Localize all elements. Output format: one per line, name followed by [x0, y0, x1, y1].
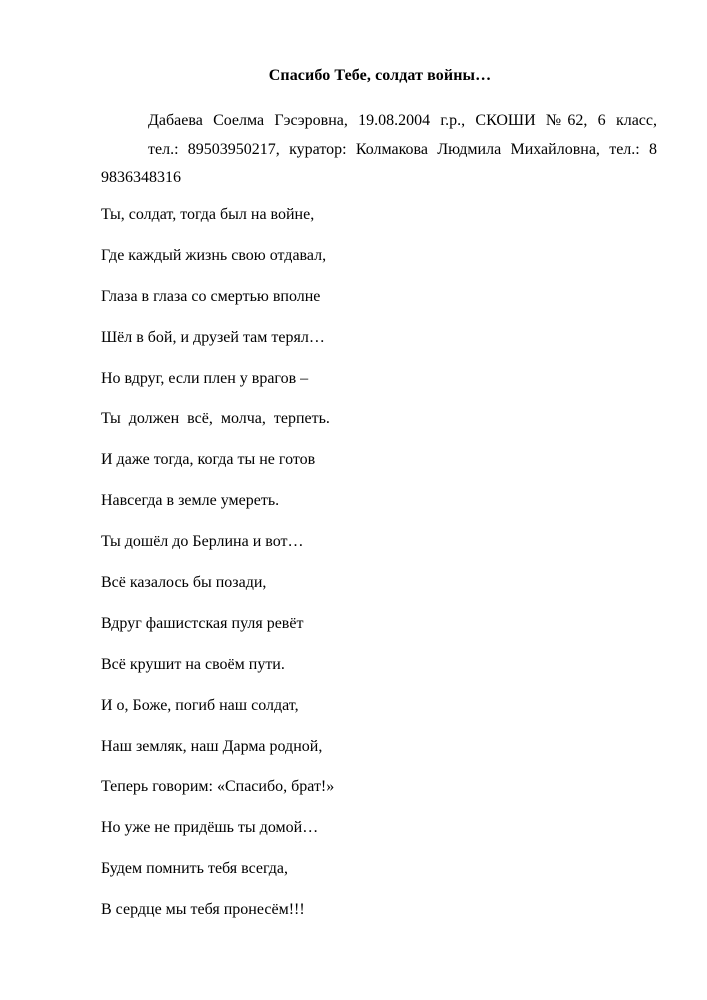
author-info-line-3: 9836348316	[101, 169, 181, 186]
poem-line: Ты должен всё, молча, терпеть.	[101, 410, 330, 428]
poem-title: Спасибо Тебе, солдат войны…	[268, 67, 492, 84]
poem-line: Всё казалось бы позади,	[101, 574, 267, 592]
poem-line: И о, Боже, погиб наш солдат,	[101, 696, 299, 714]
poem-line: Ты, солдат, тогда был на войне,	[101, 206, 315, 223]
author-info-line-1: Дабаева Соелма Гэсэровна, 19.08.2004 г.р., СКОШИ №62, 6 класс,	[148, 112, 657, 129]
author-info	[101, 107, 657, 193]
poem-line: Ты дошёл до Берлина и вот…	[101, 533, 304, 551]
poem-line: Шёл в бой, и друзей там терял…	[101, 328, 325, 346]
poem-line: В сердце мы тебя пронесём!!!	[101, 901, 305, 919]
poem-line: Навсегда в земле умереть.	[101, 492, 280, 510]
poem-line: Всё крушит на своём пути.	[101, 655, 285, 673]
poem-line: Теперь говорим: «Спасибо, брат!»	[101, 778, 335, 796]
poem-line: Глаза в глаза со смертью вполне	[101, 287, 321, 305]
poem-line: Вдруг фашистская пуля ревёт	[101, 614, 304, 632]
poem-line: Будем помнить тебя всегда,	[101, 860, 289, 878]
poem-line: И даже тогда, когда ты не готов	[101, 451, 316, 469]
author-info-line-2: тел.: 89503950217, куратор: Колмакова Людмила Михайловна, тел.: 8	[148, 140, 657, 158]
poem-line: Но вдруг, если плен у врагов –	[101, 369, 309, 387]
poem-line: Но уже не придёшь ты домой…	[101, 819, 319, 837]
poem-line: Где каждый жизнь свою отдавал,	[101, 246, 327, 264]
poem-body	[101, 205, 641, 941]
poem-line: Наш земляк, наш Дарма родной,	[101, 737, 323, 755]
